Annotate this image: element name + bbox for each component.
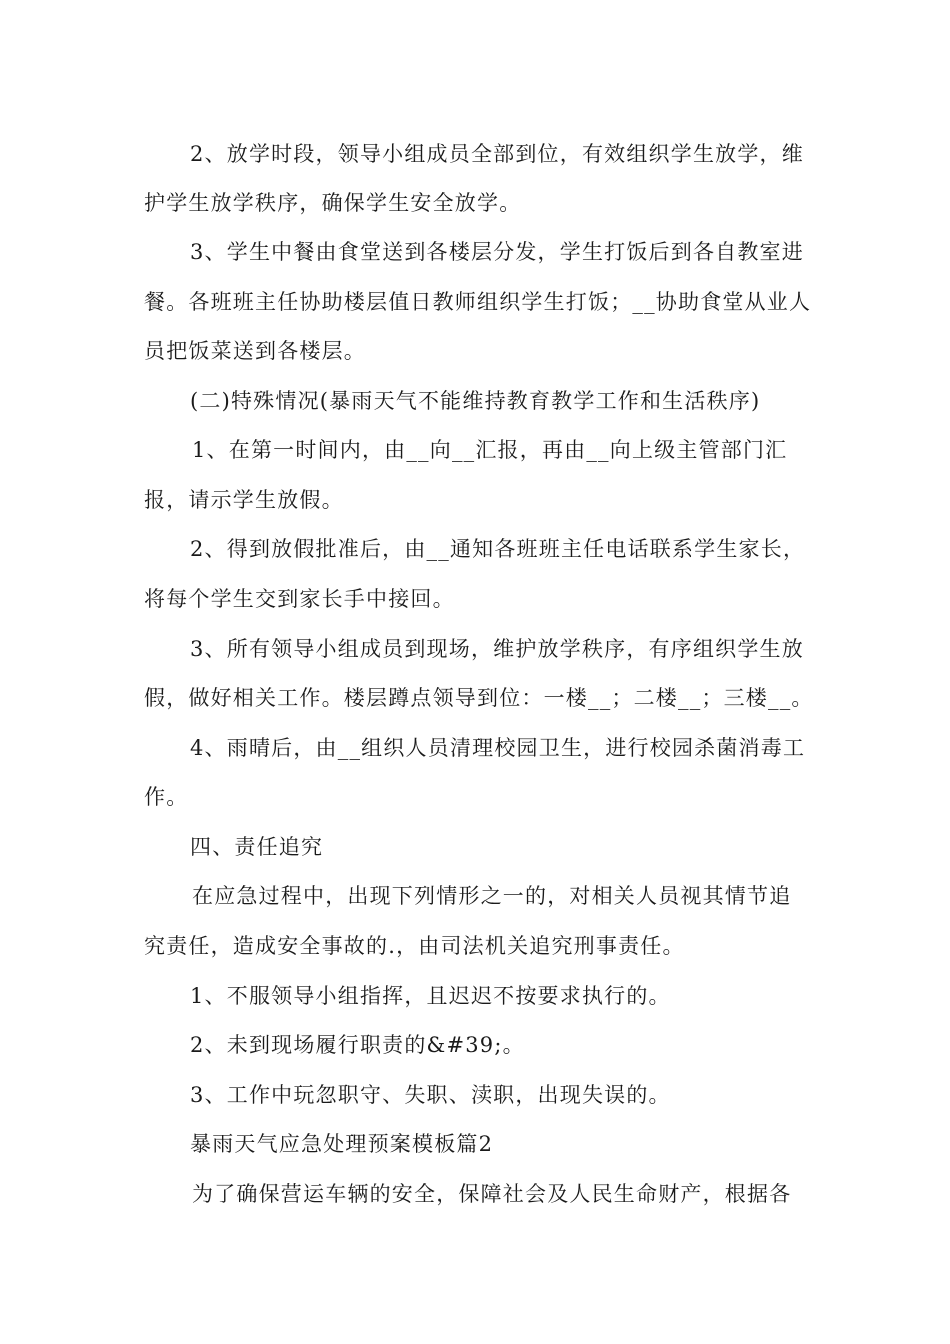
- text-line: 作。: [144, 785, 189, 809]
- text-line: 将每个学生交到家长手中接回。: [144, 587, 455, 611]
- text-line: 为了确保营运车辆的安全，保障社会及人民生命财产，根据各: [192, 1182, 792, 1206]
- text-line: 1、不服领导小组指挥，且迟迟不按要求执行的。: [190, 984, 671, 1008]
- text-line: 假，做好相关工作。楼层蹲点领导到位：一楼__；二楼__；三楼__。: [144, 686, 814, 710]
- text-line: 2、放学时段，领导小组成员全部到位，有效组织学生放学，维: [190, 142, 804, 166]
- text-line: 4、雨晴后，由__组织人员清理校园卫生，进行校园杀菌消毒工: [190, 736, 806, 760]
- text-line: 2、未到现场履行职责的&#39;。: [190, 1033, 525, 1057]
- text-line: 3、学生中餐由食堂送到各楼层分发，学生打饭后到各自教室进: [190, 240, 804, 264]
- section-title: 暴雨天气应急处理预案模板篇2: [190, 1132, 494, 1156]
- section-heading: (二)特殊情况(暴雨天气不能维持教育教学工作和生活秩序): [190, 389, 761, 413]
- text-line: 3、工作中玩忽职守、失职、渎职，出现失误的。: [190, 1083, 671, 1107]
- text-line: 报，请示学生放假。: [144, 488, 344, 512]
- text-line: 2、得到放假批准后，由__通知各班班主任电话联系学生家长，: [190, 537, 806, 561]
- text-line: 餐。各班班主任协助楼层值日教师组织学生打饭；__协助食堂从业人: [144, 290, 812, 314]
- section-heading: 四、责任追究: [190, 835, 324, 859]
- text-line: 员把饭菜送到各楼层。: [144, 339, 366, 363]
- text-line: 3、所有领导小组成员到现场，维护放学秩序，有序组织学生放: [190, 637, 804, 661]
- text-line: 1、在第一时间内，由__向__汇报，再由__向上级主管部门汇: [192, 438, 788, 462]
- text-line: 究责任，造成安全事故的.，由司法机关追究刑事责任。: [144, 934, 685, 958]
- text-line: 护学生放学秩序，确保学生安全放学。: [144, 191, 522, 215]
- text-line: 在应急过程中，出现下列情形之一的，对相关人员视其情节追: [192, 884, 792, 908]
